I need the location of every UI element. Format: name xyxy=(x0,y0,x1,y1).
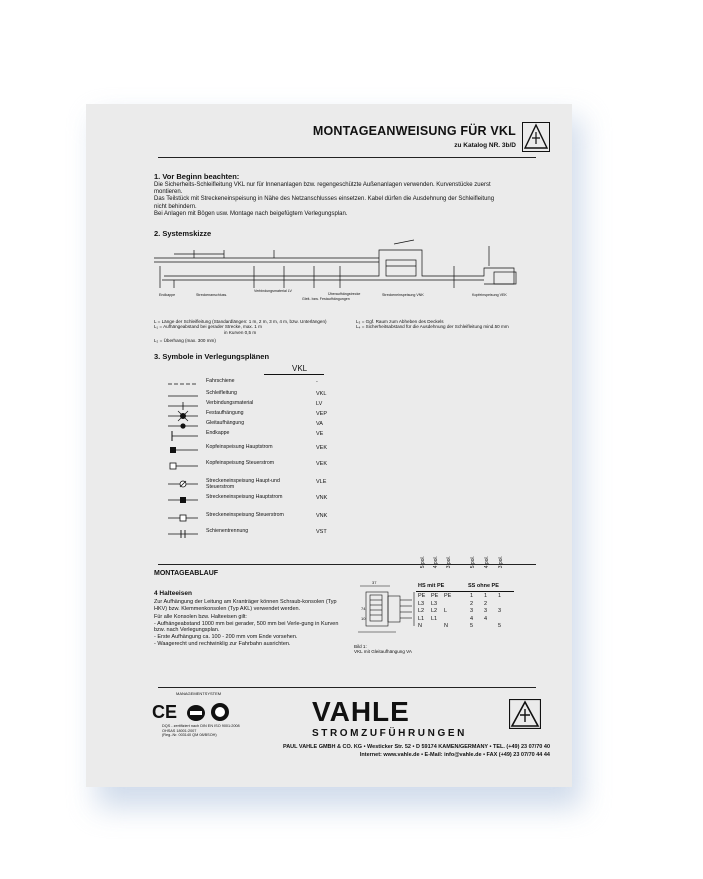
ss-cell: 3 xyxy=(470,608,474,615)
cert-line: (Reg.-Nr. 003140 QM 08/BSOH) xyxy=(162,733,217,738)
ss-row xyxy=(470,601,512,609)
hs-cell: L1 xyxy=(418,615,425,622)
document-page xyxy=(86,104,572,787)
pole-label: 3 pol. xyxy=(498,556,504,569)
montage-bullet: - Erste Aufhängung ca. 100 - 200 mm vom Ende vorsehen. xyxy=(154,633,298,640)
head-feed-main-icon xyxy=(168,444,198,456)
pole-label: 5 pol. xyxy=(470,556,476,569)
montage-subheading: 4 Halteeisen xyxy=(154,590,192,597)
symbol-row xyxy=(168,430,378,442)
legend-item: L = Länge der Schleifleitung (Standardlängen: 1 m, 2 m, 3 m, 4 m, bzw. Unterlängen) xyxy=(154,319,327,324)
symbol-label: Streckeneinspeisung Steuerstrom xyxy=(206,512,284,518)
section1-heading: 1. Vor Beginn beachten: xyxy=(154,172,240,181)
hs-cell: L3 xyxy=(431,600,438,607)
montage-paragraph: Zur Aufhängung der Leitung am Kranträger können Schraub-konsolen (Typ HKV) bzw. Klemmenkonsolen (Typ AKL) verwendet werden. xyxy=(154,599,337,612)
ss-table-title: SS ohne PE xyxy=(468,583,499,589)
symbol-row xyxy=(168,528,378,540)
symbol-row xyxy=(168,494,378,506)
sketch-legend-left xyxy=(154,319,344,344)
symbols-column-rule xyxy=(264,374,324,375)
rail-separation-icon xyxy=(168,528,198,540)
ss-cell: 1 xyxy=(498,593,502,599)
ss-cell: 5 xyxy=(470,623,474,630)
symbol-label: Fahrschiene xyxy=(206,378,235,384)
symbol-row xyxy=(168,444,378,456)
symbol-code: VEP xyxy=(316,411,328,417)
hs-cell: L2 xyxy=(431,608,438,615)
ss-row xyxy=(470,608,512,616)
symbol-label: Verbindungsmaterial xyxy=(206,400,254,406)
section1-line: Das Teilstück mit Streckeneinspeisung in Nähe des Netzanschlusses einsetzen. Kabel dürfen die Ausdehnung der Schleifleitung xyxy=(154,196,495,203)
symbol-code: LV xyxy=(316,401,323,407)
hs-cell: PE xyxy=(444,593,452,599)
symbol-label: Gleitaufhängung xyxy=(206,420,245,426)
section1-text xyxy=(154,182,554,218)
montage-rule xyxy=(158,564,536,565)
legend-item: in Kurven 0,5 m xyxy=(224,329,257,335)
system-sketch xyxy=(154,236,544,314)
ss-row xyxy=(470,616,512,624)
legend-item: L₄ = Sicherheitsabstand für die Ausdehnung der Schleifleitung mind.50 mm xyxy=(356,324,509,330)
section2-heading: 2. Systemskizze xyxy=(154,229,212,238)
section1-line: Bei Anlagen mit Bögen usw. Montage nach beigefügtem Verlegungsplan. xyxy=(154,210,348,217)
ss-cell: 2 xyxy=(470,600,474,607)
ce-mark-icon: C​E xyxy=(152,702,178,722)
page-subtitle: zu Katalog NR. 3b/D xyxy=(454,142,516,149)
symbol-code: VA xyxy=(316,421,323,427)
symbol-label: Kopfeinspeisung Hauptstrom xyxy=(206,444,273,450)
sketch-label-hangers: Gleit- bzw. Festaufhängungen xyxy=(302,297,350,301)
sketch-legend-right xyxy=(356,319,546,330)
brand-name: VAHLE xyxy=(312,696,410,727)
ss-row xyxy=(470,593,512,601)
hanger-figure xyxy=(356,580,418,640)
symbol-code: VNK xyxy=(316,513,328,519)
legend-item: L₂ = Überhang (max. 300 mm) xyxy=(154,338,216,344)
bullet-text: Erste Aufhängung ca. 100 - 200 mm vom Ende vorsehen. xyxy=(157,633,298,640)
ohsas-seal-icon xyxy=(186,704,206,722)
dashed-line-icon xyxy=(168,378,198,390)
symbol-code: VST xyxy=(316,529,327,535)
cert-line: OHSAS 18001:2007 xyxy=(162,728,197,733)
pole-label: 4 pol. xyxy=(484,556,490,569)
mgmt-label: MANAGEMENTSYSTEM xyxy=(176,691,222,696)
symbol-code: VEK xyxy=(316,461,328,467)
ss-cell: 3 xyxy=(484,608,488,615)
line-feed-main-icon xyxy=(168,494,198,506)
montage-heading: MONTAGEABLAUF xyxy=(154,570,219,577)
end-cap-icon xyxy=(168,430,198,442)
brand-subtitle: STROMZUFÜHRUNGEN xyxy=(312,728,467,739)
header-rule xyxy=(158,157,536,158)
symbol-label: Kopfeinspeisung Steuerstrom xyxy=(206,460,275,466)
figure-side-dim: 10 xyxy=(361,616,366,621)
hs-cell: N xyxy=(418,623,422,630)
symbol-code: VNK xyxy=(316,495,328,501)
montage-bullet: - Aufhängeabstand 1000 mm bei gerader, 500 mm bei Verle-gung in Kurven bzw. nach Verlegungsplan. xyxy=(154,620,339,634)
hs-table-title: HS mit PE xyxy=(418,583,445,589)
cert-text xyxy=(162,724,272,738)
sketch-label-overhang: Überaufhängstrecke xyxy=(328,292,361,296)
vahle-logo-icon xyxy=(522,122,550,152)
symbol-label: Endkappe xyxy=(206,430,230,436)
hs-row xyxy=(418,601,457,609)
hs-row xyxy=(418,623,457,631)
ss-cell: 1 xyxy=(484,593,488,599)
sketch-label-segment: Streckenanschluss. xyxy=(196,293,228,297)
symbol-label: Streckeneinspeisung Haupt-und Steuerstrom xyxy=(206,478,280,490)
montage-bullet: - Waagerecht und rechtwinklig zur Fahrbahn ausrichten. xyxy=(154,640,291,647)
symbol-row xyxy=(168,512,378,524)
section1-line: nicht behindern. xyxy=(154,203,197,210)
bullet-text: Aufhängeabstand 1000 mm bei gerader, 500 mm bei Verle-gung in Kurven bzw. nach Verlegungsplan. xyxy=(154,620,339,634)
symbol-code: VE xyxy=(316,431,324,437)
cert-line: DQS - zertifiziert nach DIN EN ISO 9001:2008 xyxy=(162,724,240,728)
section1-line: montieren. xyxy=(154,189,183,196)
figure-dim-label: 37 xyxy=(372,580,377,585)
page-title: MONTAGEANWEISUNG FÜR VKL xyxy=(312,124,516,138)
symbol-label: Streckeneinspeisung Hauptstrom xyxy=(206,494,283,500)
line-feed-both-icon xyxy=(168,478,198,490)
hs-row xyxy=(418,616,457,624)
pole-label: 5 pol. xyxy=(420,556,426,569)
figure-caption-line: VKL mit Gleitaufhängung VA xyxy=(354,649,412,655)
sketch-label-endcap: Endkappe xyxy=(159,293,176,297)
vahle-brand-logo-icon xyxy=(509,699,541,729)
symbol-label: Schleifleitung xyxy=(206,390,237,396)
symbol-label: Festaufhängung xyxy=(206,410,244,416)
pole-label: 4 pol. xyxy=(433,556,439,569)
symbol-row xyxy=(168,460,378,472)
line-feed-control-icon xyxy=(168,512,198,524)
bullet-text: Waagerecht und rechtwinklig zur Fahrbahn ausrichten. xyxy=(157,640,291,647)
ss-row xyxy=(470,623,512,631)
figure-caption xyxy=(354,644,412,655)
head-feed-control-icon xyxy=(168,460,198,472)
ss-cell: 1 xyxy=(470,593,474,599)
symbol-code: VKL xyxy=(316,391,327,397)
ss-cell: 3 xyxy=(498,608,502,615)
symbol-code: VLE xyxy=(316,479,327,485)
ss-cell: 5 xyxy=(498,623,502,630)
hs-table xyxy=(418,593,457,631)
symbol-row xyxy=(168,478,378,490)
hs-cell: L2 xyxy=(418,608,425,615)
legend-item: L₁ = Aufhängeabstand bei gerader Strecke, max. 1 m xyxy=(154,324,262,330)
sketch-label-line-feed: Streckeneinspeisung VNK xyxy=(382,293,424,297)
montage-paragraph: Für alle Konsolen bzw. Halteeisen gilt: xyxy=(154,614,247,621)
legend-item: L₃ = Ggf. Raum zum Abheben des Deckels xyxy=(356,319,444,324)
pole-label: 3 pol. xyxy=(446,556,452,569)
ss-table xyxy=(470,593,512,631)
dqs-seal-icon xyxy=(210,702,230,722)
montage-text xyxy=(154,599,344,647)
symbol-label: Schienentrennung xyxy=(206,528,249,534)
hs-row xyxy=(418,593,457,601)
hs-cell: L3 xyxy=(418,600,425,607)
hs-row xyxy=(418,608,457,616)
company-address: PAUL VAHLE GMBH & CO. KG • Westicker Str. 52 • D 59174 KAMEN/GERMANY • TEL. (+49) 23 07/70 40 xyxy=(282,744,550,750)
hs-cell: L1 xyxy=(431,615,438,622)
symbol-row xyxy=(168,378,378,390)
figure-caption-line: Bild 1: xyxy=(354,644,367,649)
symbol-code: - xyxy=(316,379,318,385)
footer-rule xyxy=(158,687,536,688)
hs-cell: PE xyxy=(431,593,439,599)
company-contact: Internet: www.vahle.de • E-Mail: info@vahle.de • FAX (+49) 23 07/70 44 44 xyxy=(359,752,550,758)
hs-cell: PE xyxy=(418,593,426,599)
symbol-code: VEK xyxy=(316,445,328,451)
table-rule xyxy=(416,591,514,592)
hs-cell: L xyxy=(444,608,448,615)
section3-heading: 3. Symbole in Verlegungsplänen xyxy=(154,352,270,361)
hs-cell: N xyxy=(444,623,448,630)
ss-cell: 2 xyxy=(484,600,488,607)
section1-line: Die Sicherheits-Schleifleitung VKL nur für Innenanlagen bzw. regengeschützte Außenanlagen verwenden. Kurvenstücke zuerst xyxy=(154,182,491,188)
figure-side-dim: 74 xyxy=(361,606,366,611)
sketch-label-connector: Verbindungsmaterial LV xyxy=(254,289,292,293)
symbols-column-heading: VKL xyxy=(292,364,308,373)
ss-cell: 4 xyxy=(470,615,474,622)
sketch-label-head-feed: Kopfeinspeisung VEK xyxy=(472,293,507,297)
ss-cell: 4 xyxy=(484,615,488,622)
